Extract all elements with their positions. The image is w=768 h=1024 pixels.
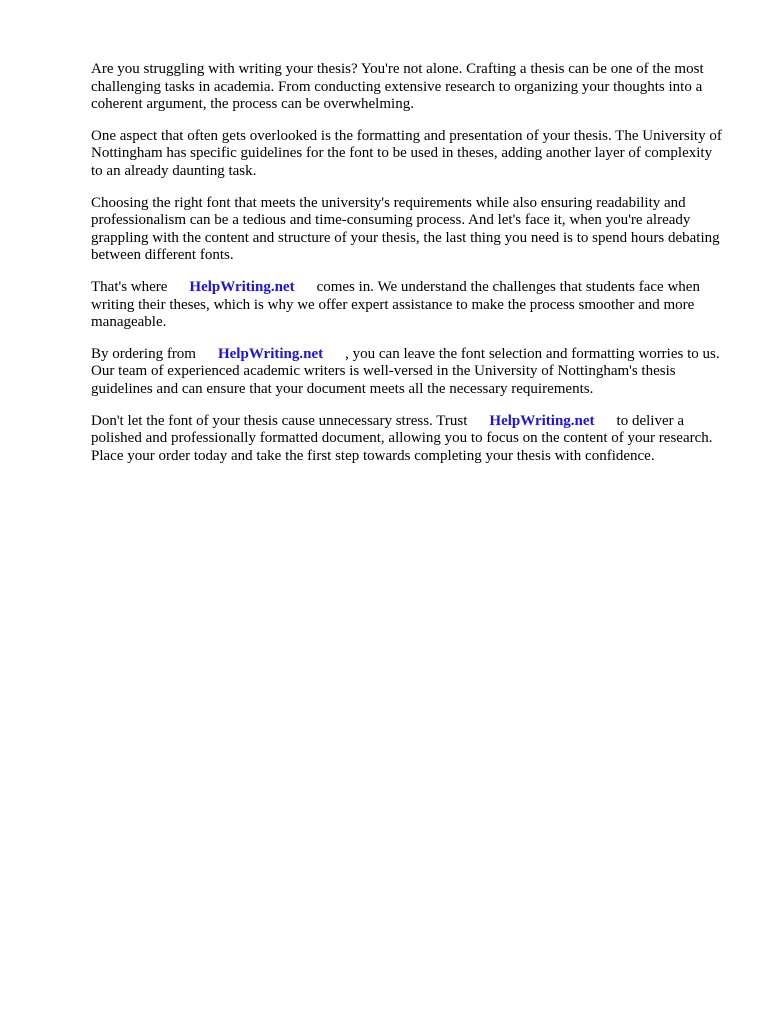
paragraph-closing (91, 413, 727, 466)
helpwriting-link[interactable]: HelpWriting.net (189, 278, 295, 295)
paragraph-text-before-link: Don't let the font of your thesis cause unnecessary stress. Trust (91, 412, 468, 429)
document-page (91, 61, 727, 479)
helpwriting-link[interactable]: HelpWriting.net (489, 412, 595, 429)
paragraph-formatting: One aspect that often gets overlooked is the formatting and presentation of your thesis. The University of Nottingham has specific guidelines for the font to be used in theses, adding another layer of complexity to an already daunting task. (91, 127, 722, 179)
paragraph-text-after-link: comes in. We understand the challenges that students face when writing their theses, which is why we offer expert assistance to make the process smoother and more manageable. (91, 278, 700, 331)
paragraph-ordering (91, 346, 727, 399)
paragraph-font-choice: Choosing the right font that meets the university's requirements while also ensuring readability and professionalism can be a tedious and time-consuming process. And let's face it, when you're already grappling with the content and structure of your thesis, the last thing you need is to spend hours debating between different fonts. (91, 194, 720, 264)
paragraph-text-before-link: By ordering from (91, 345, 196, 362)
paragraph-text-before-link: That's where (91, 278, 168, 295)
paragraph-text-after-link: , you can leave the font selection and formatting worries to us. Our team of experienced academic writers is well-versed in the University of Nottingham's thesis guidelines and can ensure that your document meets all the necessary requirements. (91, 345, 720, 397)
paragraph-text-after-link: to deliver a polished and professionally formatted document, allowing you to focus on the content of your research. Place your order today and take the first step towards completing your thesis with confidence. (91, 412, 713, 464)
paragraph-intro: Are you struggling with writing your thesis? You're not alone. Crafting a thesis can be one of the most challenging tasks in academia. From conducting extensive research to organizing your thoughts into a coherent argument, the process can be overwhelming. (91, 61, 704, 113)
paragraph-thats-where (91, 279, 727, 332)
helpwriting-link[interactable]: HelpWriting.net (217, 345, 324, 362)
